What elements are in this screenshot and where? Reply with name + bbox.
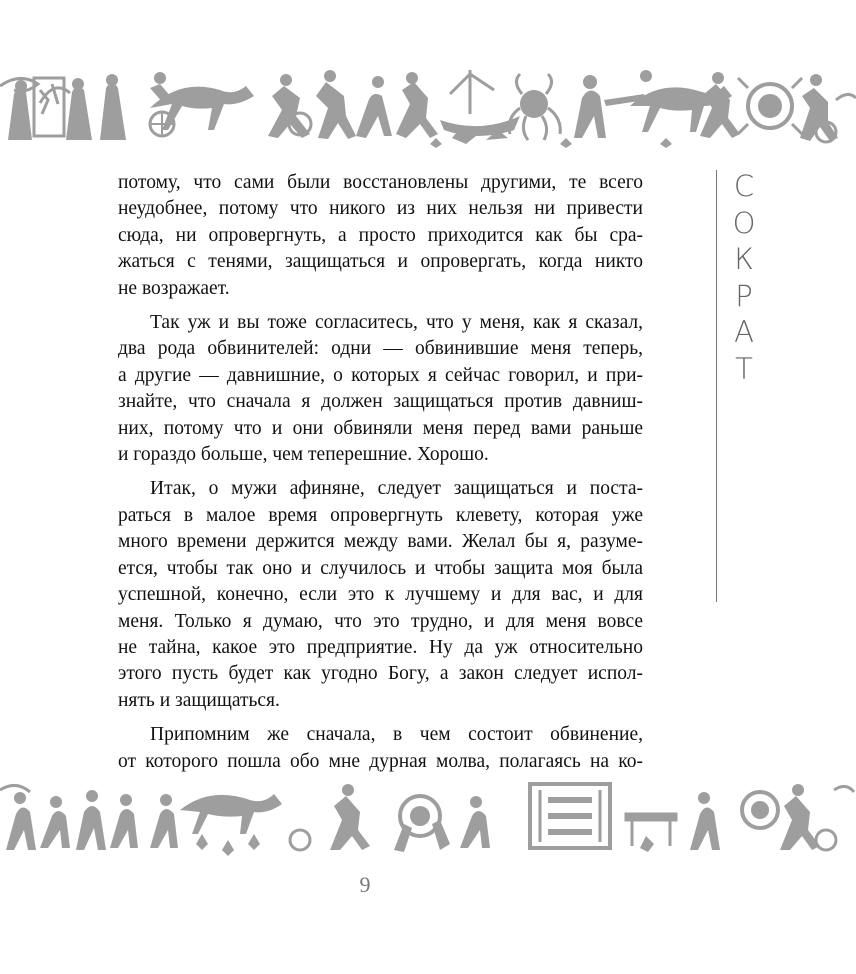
running-title-letter: О: [732, 205, 756, 240]
text-line: Припомним же сначала, в чем состоит обвинение,: [150, 724, 643, 746]
text-line: раться в малое время опровергнуть клевету, которая уже: [118, 504, 643, 526]
text-line: них, потому что и они обвиняли меня перед вами раньше: [118, 417, 643, 439]
greek-frieze-bottom-image: [0, 760, 856, 860]
text-line: нять и защищаться.: [118, 689, 280, 711]
running-title: [729, 168, 759, 387]
text-line: меня. Только я думаю, что это трудно, и для меня вовсе: [118, 610, 643, 632]
running-title-letter: С: [733, 169, 755, 203]
text-line: ется, чтобы так оно и случилось и чтобы защита моя была: [118, 557, 643, 579]
text-line: Итак, о мужи афиняне, следует защищаться и поста-: [150, 478, 643, 500]
running-title-rule: [716, 170, 717, 602]
text-line: а другие — давнишние, о которых я сейчас говорил, и при-: [118, 364, 643, 386]
running-title-letter: Р: [735, 278, 753, 313]
text-line: Так уж и вы тоже согласитесь, что у меня, как я сказал,: [150, 312, 643, 334]
text-line: неудобнее, потому что никого из них нельзя ни привести: [118, 198, 643, 220]
text-line: много времени держится между вами. Желал бы я, разуме-: [118, 531, 643, 553]
text-line: жаться с тенями, защищаться и опровергать, когда никто: [118, 251, 643, 273]
text-line: не возражает.: [118, 277, 230, 299]
running-title-letter: К: [734, 242, 754, 276]
text-line: этого пусть будет как угодно Богу, а закон следует испол-: [118, 663, 643, 685]
body-text: [118, 170, 643, 775]
bottom-ornamental-frieze: [0, 760, 856, 860]
text-line: не тайна, какое это предприятие. Ну да уж относительно: [118, 636, 643, 658]
running-title-letter: Т: [735, 351, 753, 386]
text-line: потому, что сами были восстановлены другими, те всего: [118, 172, 643, 193]
page-number: 9: [359, 872, 371, 897]
text-line: знайте, что сначала я должен защищаться против давниш-: [118, 391, 643, 413]
text-line: два рода обвинителей: одни — обвинившие меня теперь,: [118, 338, 643, 360]
top-ornamental-frieze: [0, 48, 856, 148]
text-line: от которого пошла обо мне дурная молва, полагаясь на ко-: [118, 750, 643, 772]
running-title-letter: А: [734, 315, 754, 349]
text-line: сюда, ни опровергнуть, а просто приходится как бы сра-: [118, 224, 643, 246]
text-line: успешной, конечно, если это к лучшему и для вас, и для: [118, 584, 643, 606]
text-line: и гораздо больше, чем теперешние. Хорошо.: [118, 444, 489, 466]
greek-frieze-top-image: [0, 48, 856, 148]
